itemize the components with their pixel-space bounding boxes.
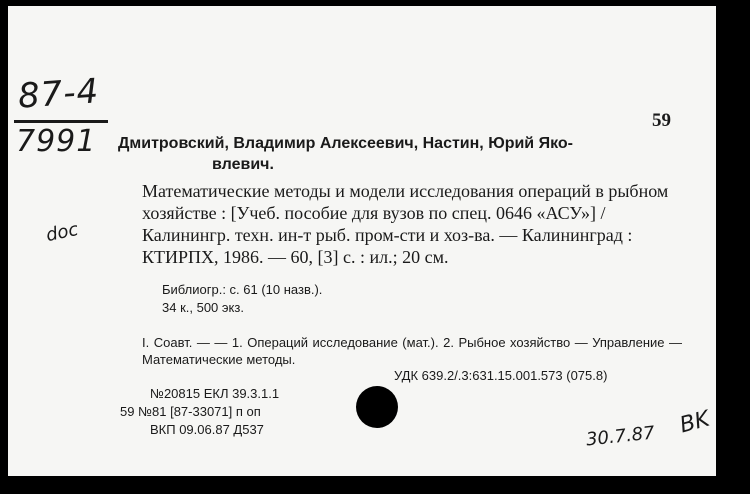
subject-tracing: I. Соавт. — — 1. Операций исследование (мат.). 2. Рыбное хозяйство — Управление — Математические методы. bbox=[142, 335, 682, 367]
print-run-info: 59 №81 [87-33071] п оп bbox=[120, 404, 261, 419]
handwritten-underline bbox=[14, 120, 108, 123]
page-number: 59 bbox=[652, 110, 671, 131]
handwritten-margin-note: doc bbox=[44, 218, 81, 247]
registration-number: №20815 ЕКЛ 39.3.1.1 bbox=[150, 386, 280, 401]
price-copies: 34 к., 500 экз. bbox=[162, 300, 244, 315]
author-line: Дмитровский, Владимир Алексеевич, Настин, Юрий Яко- bbox=[118, 135, 573, 152]
handwritten-top-number: 87-4 bbox=[16, 71, 101, 117]
handwritten-date: 30.7.87 bbox=[585, 422, 656, 451]
udk-code: УДК 639.2/.3:631.15.001.573 (075.8) bbox=[394, 368, 608, 383]
bibliographic-description: Математические методы и модели исследования операций в рыбном хозяйстве : [Учеб. пособие для вузов по спец. 0646 «АСУ»] / Калинингр. техн. ин-т рыб. пром-сти и хоз-ва. — Калининград : КТИРПХ, 1986. — 60, [3] с. : ил.; 20 см. bbox=[142, 181, 669, 267]
vkp-stamp: ВКП 09.06.87 Д537 bbox=[150, 422, 264, 437]
handwritten-second-number: 7991 bbox=[16, 124, 97, 159]
handwritten-initials: BK bbox=[677, 406, 713, 439]
author-line-continuation: влевич. bbox=[212, 156, 274, 173]
catalog-card bbox=[8, 6, 716, 476]
punch-hole bbox=[356, 386, 398, 428]
bibliography-note: Библиогр.: с. 61 (10 назв.). bbox=[162, 282, 323, 297]
